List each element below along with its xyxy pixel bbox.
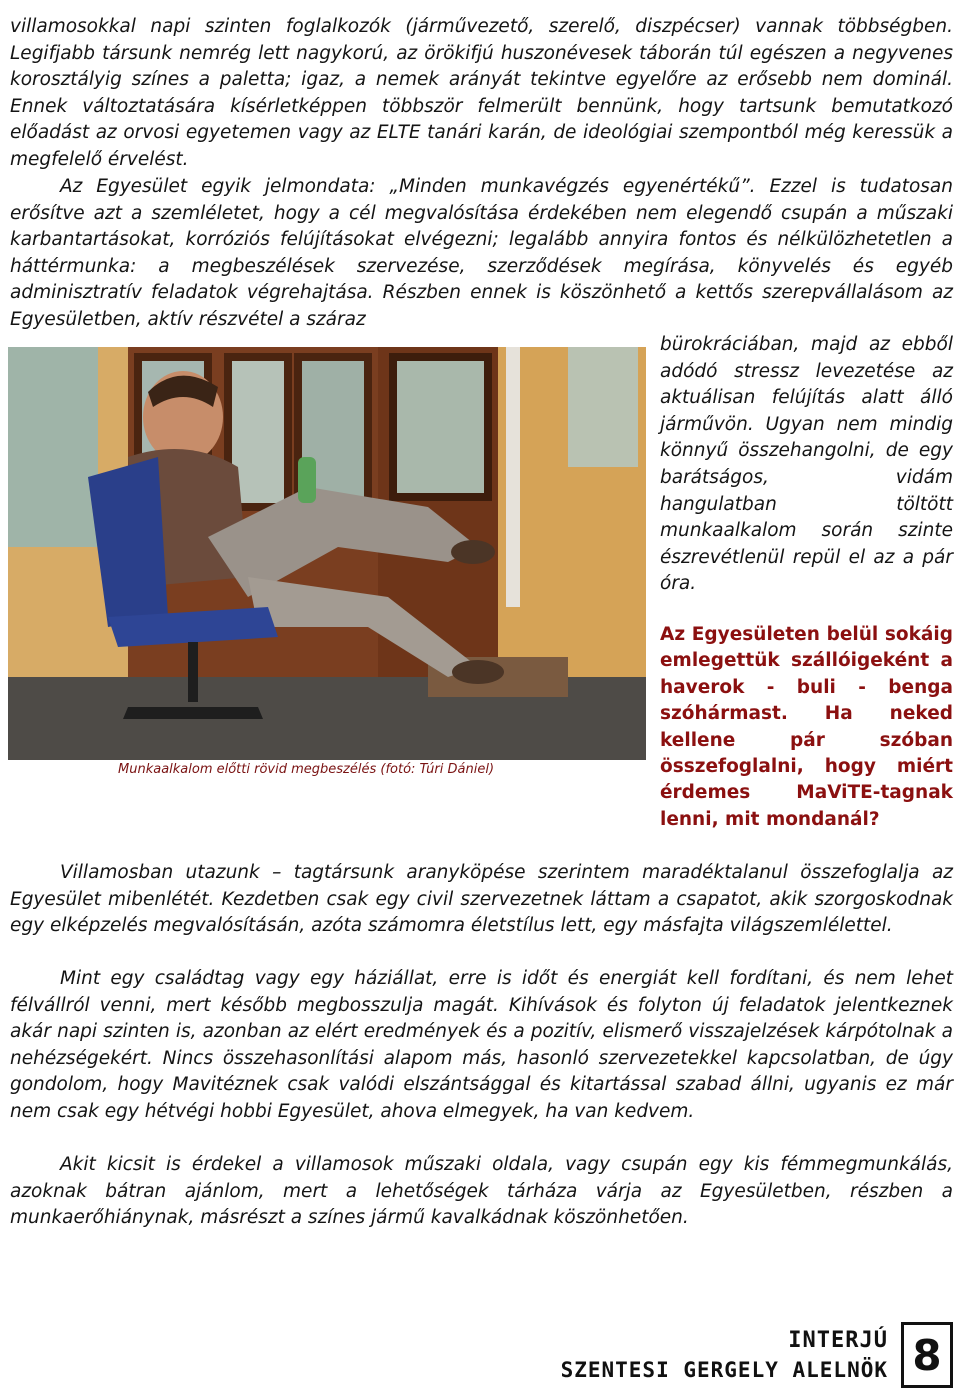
interview-question: Az Egyesületen belül sokáig emlegettük szállóigeként a haverok - buli - benga szóhármast. Ha neked kellene pár szóban összefoglalni, hogy miért érdemes MaViTE-tagnak lenni, mit mondanál? — [660, 624, 953, 830]
paragraph-3: Villamosban utazunk – tagtársunk aranyköpése szerintem maradéktalanul összefoglalja az Egyesület mibenlétét. Kezdetben csak egy civil szervezetnek láttam a csapatot, akik szorgoskodnak egy elképzelés megvalósításán, azóta számomra életstílus lett, egy másfajta világszemlélettel. — [10, 862, 953, 937]
paragraph-5: Akit kicsit is érdekel a villamosok műszaki oldala, vagy csupán egy kis fémmegmunkálás, azoknak bátran ajánlom, mert a lehetőségek tárháza várja az Egyesületben, részben a munkaerőhiánynak, másrészt a színes jármű kavalkádnak köszönhetően. — [10, 1154, 953, 1229]
tram-interior-photo — [8, 347, 646, 760]
paragraph-4: Mint egy családtag vagy egy háziállat, erre is időt és energiát kell fordítani, és nem lehet félvállról venni, mert később megbosszulja magát. Kihívások és folyton új feladatok jelentkeznek akár napi szinten is, azonban az elért eredmények és a pozitív, elismerő visszajelzések kárpótolnak a nehézségekért. Nincs összehasonlítási alapom más, hasonló szervezetekkel kapcsolatban, de úgy gondolom, hogy Mavitéznek csak valódi elszántsággal és kitartással szabad állni, ugyanis ez már nem csak egy hétvégi hobbi Egyesület, ahova elmegyek, ha van kedvem. — [10, 968, 953, 1122]
page-number: 8 — [901, 1322, 953, 1388]
photo-caption: Munkaalkalom előtti rövid megbeszélés (fotó: Túri Dániel) — [118, 762, 495, 777]
paragraph-1: villamosokkal napi szinten foglalkozók (járművezető, szerelő, diszpécser) vannak többségben. Legifjabb társunk nemrég lett nagykorú, az örökifjú huszonévesek táborán túl egészen a negyvenes korosztályig színes a paletta; igaz, a nemek arányát tekintve egyelőre az erősebb nem dominál. Ennek változtatására kísérletképpen többször felmerült bennünk, hogy tartsunk bemutatkozó előadást az orvosi egyetemen vagy az ELTE tanári karán, de ideológiai szempontból még keressük a megfelelő érvelést. — [10, 16, 953, 170]
footer-section-title: INTERJÚ — [788, 1328, 888, 1353]
paragraph-2-continued: bürokráciában, majd az ebből adódó stressz levezetése az aktuálisan felújítás alatt álló járművön. Ugyan nem mindig könnyű összehangolni, de egy barátságos, vidám hangulatban töltött munkaalkalom során szinte észrevétlenül repül el az a pár óra. — [660, 334, 953, 595]
footer-interviewee-name: SZENTESI GERGELY ALELNÖK — [560, 1358, 888, 1382]
paragraph-2: Az Egyesület egyik jelmondata: „Minden munkavégzés egyenértékű”. Ezzel is tudatosan erősítve azt a szemléletet, hogy a cél megvalósítása érdekében nem elegendő csupán a műszaki karbantartásokat, korróziós felújításokat elvégezni; legalább annyira fontos és nélkülözhetetlen a háttérmunka: a megbeszélések szervezése, szerződések megírása, könyvelés és egyéb adminisztratív feladatok végrehajtása. Részben ennek is köszönhető a kettős szerepvállalásom az Egyesületben, aktív részvétel a száraz — [10, 176, 953, 330]
